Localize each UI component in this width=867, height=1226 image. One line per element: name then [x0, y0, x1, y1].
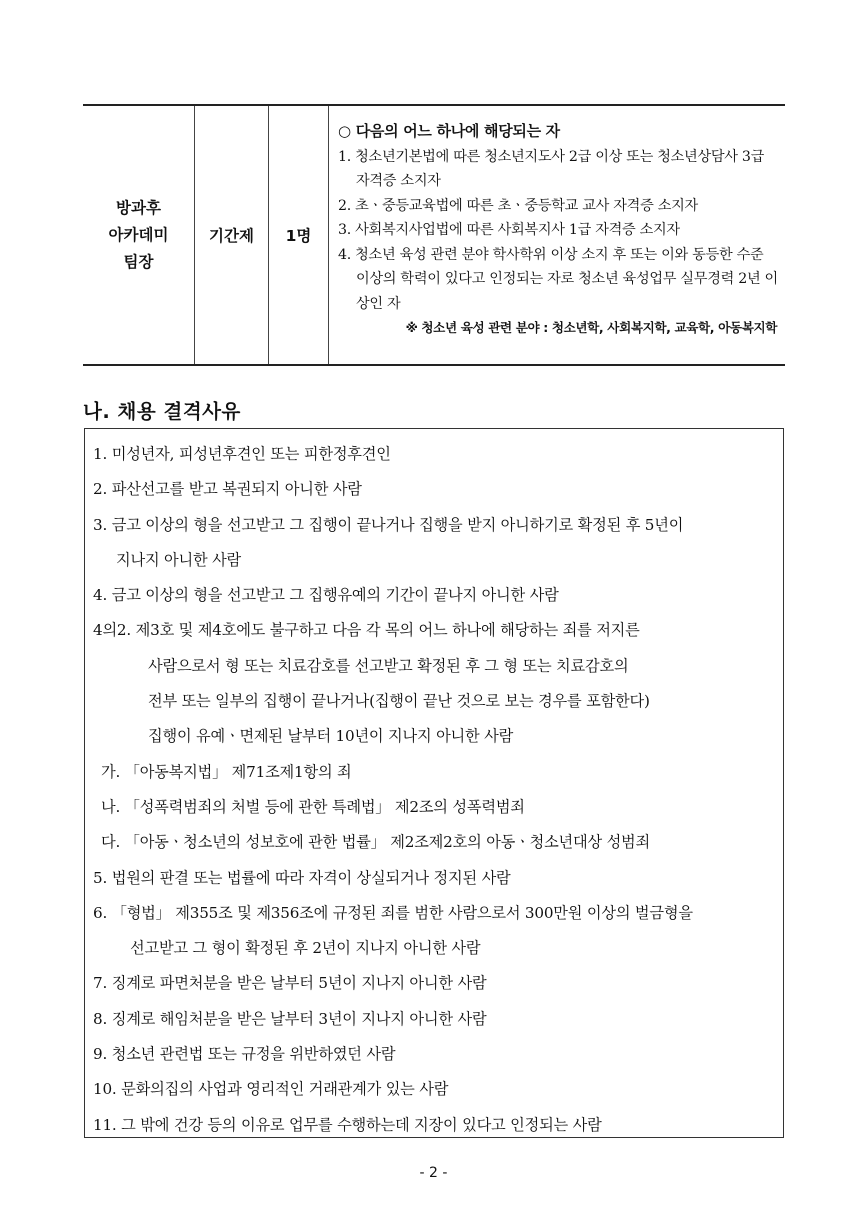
disqualification-line: 2. 파산선고를 받고 복권되지 아니한 사람 [93, 480, 362, 499]
disqualification-line: 지나지 아니한 사람 [116, 550, 242, 569]
disqualification-line: 집행이 유예ㆍ면제된 날부터 10년이 지나지 아니한 사람 [148, 727, 514, 746]
requirements-heading: ○ 다음의 어느 하나에 해당되는 자 [338, 122, 560, 140]
requirement-item: 2. 초ㆍ중등교육법에 따른 초ㆍ중등학교 교사 자격증 소지자 [338, 197, 698, 214]
disqualification-line: 8. 징계로 해임처분을 받은 날부터 3년이 지나지 아니한 사람 [93, 1009, 487, 1028]
requirement-item: 3. 사회복지사업법에 따른 사회복지사 1급 자격증 소지자 [338, 222, 680, 238]
requirement-item: 1. 청소년기본법에 따른 청소년지도사 2급 이상 또는 청소년상담사 3급 자격증 소지자 [338, 148, 765, 189]
page-number: - 2 - [419, 1165, 448, 1181]
disqualification-line: 1. 미성년자, 피성년후견인 또는 피한정후견인 [93, 445, 391, 463]
disqualification-line: 9. 청소년 관련법 또는 규정을 위반하였던 사람 [93, 1045, 396, 1064]
requirements-note: ※ 청소년 육성 관련 분야 : 청소년학, 사회복지학, 교육학, 아동복지학 [405, 320, 777, 335]
position-line: 방과후 [116, 198, 161, 217]
disqualification-line: 다. 「아동ㆍ청소년의 성보호에 관한 법률」 제2조제2호의 아동ㆍ청소년대상 성범죄 [101, 833, 650, 852]
disqualification-line: 10. 문화의집의 사업과 영리적인 거래관계가 있는 사람 [93, 1080, 449, 1099]
disqualification-line: 선고받고 그 형이 확정된 후 2년이 지나지 아니한 사람 [130, 939, 481, 958]
disqualification-line: 5. 법원의 판결 또는 법률에 따라 자격이 상실되거나 정지된 사람 [93, 868, 511, 887]
position-line: 아카데미 [108, 225, 169, 244]
disqualification-box [84, 428, 784, 1138]
headcount-cell: 1명 [269, 106, 329, 364]
disqualification-line: 3. 금고 이상의 형을 선고받고 그 집행이 끝나거나 집행을 받지 아니하기로 확정된 후 5년이 [93, 515, 684, 534]
disqualification-line: 나. 「성폭력범죄의 처벌 등에 관한 특례법」 제2조의 성폭력범죄 [101, 797, 525, 816]
position-cell [83, 106, 195, 364]
disqualification-line: 4의2. 제3호 및 제4호에도 불구하고 다음 각 목의 어느 하나에 해당하는 죄를 저지른 [93, 621, 640, 640]
position-table [83, 104, 785, 366]
employment-type-cell: 기간제 [195, 106, 269, 364]
disqualification-line: 사람으로서 형 또는 치료감호를 선고받고 확정된 후 그 형 또는 치료감호의 [148, 656, 629, 675]
disqualification-line: 전부 또는 일부의 집행이 끝나거나(집행이 끝난 것으로 보는 경우를 포함한다) [148, 692, 650, 711]
disqualification-line: 6. 「형법」 제355조 및 제356조에 규정된 죄를 범한 사람으로서 300만원 이상의 벌금형을 [93, 903, 693, 922]
disqualification-line: 4. 금고 이상의 형을 선고받고 그 집행유예의 기간이 끝나지 아니한 사람 [93, 586, 559, 605]
requirements-cell [329, 106, 785, 364]
requirement-item: 4. 청소년 육성 관련 분야 학사학위 이상 소지 후 또는 이와 동등한 수준 이상의 학력이 있다고 인정되는 자로 청소년 육성업무 실무경력 2년 이상인 자 [338, 246, 778, 312]
position-line: 팀장 [123, 252, 154, 271]
disqualification-line: 11. 그 밖에 건강 등의 이유로 업무를 수행하는데 지장이 있다고 인정되는 사람 [93, 1115, 602, 1134]
section-title: 나. 채용 결격사유 [83, 400, 241, 423]
disqualification-line: 가. 「아동복지법」 제71조제1항의 죄 [101, 762, 352, 781]
disqualification-line: 7. 징계로 파면처분을 받은 날부터 5년이 지나지 아니한 사람 [93, 974, 487, 993]
